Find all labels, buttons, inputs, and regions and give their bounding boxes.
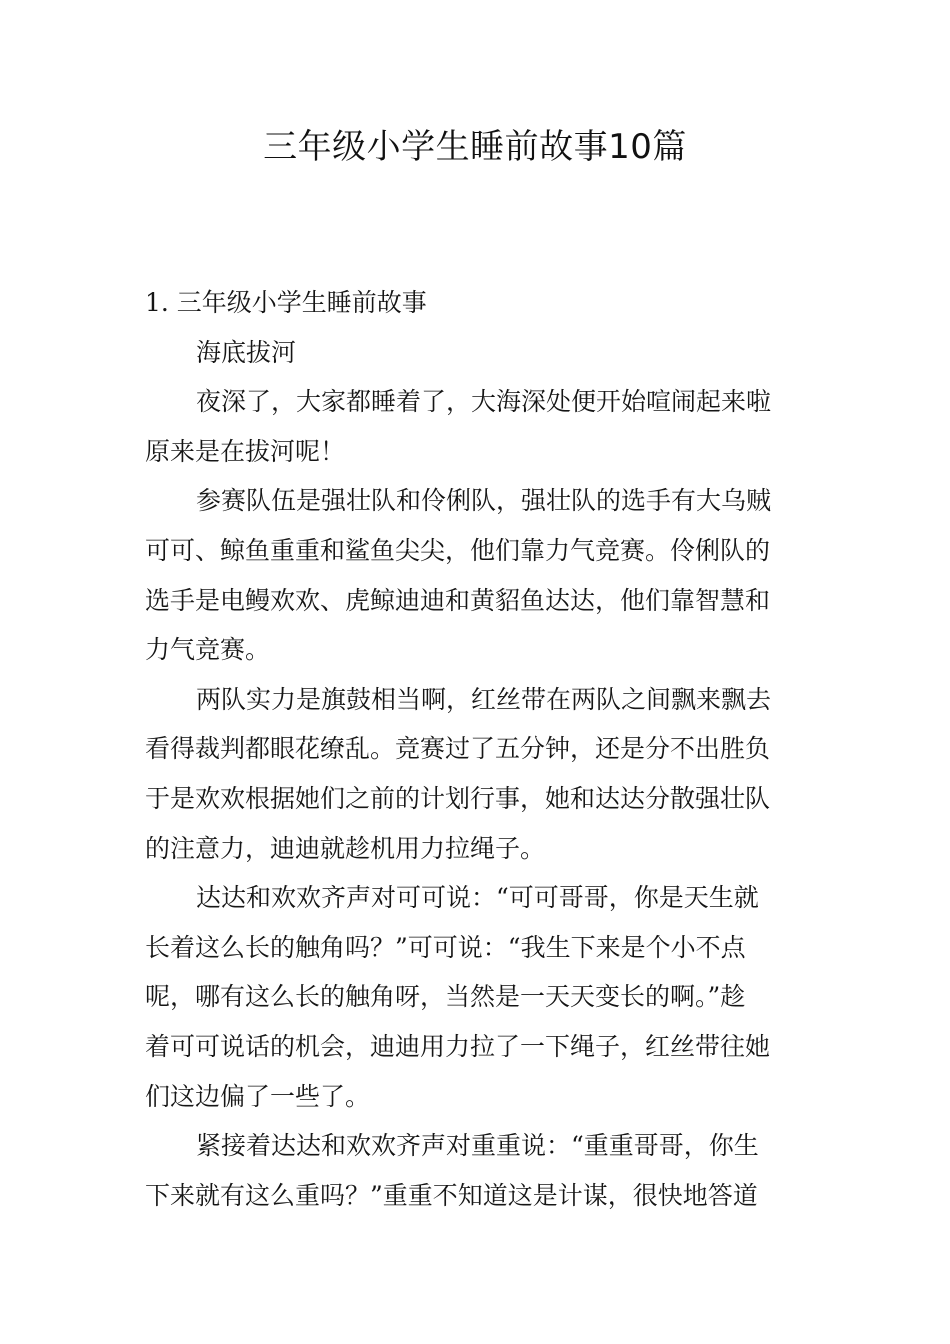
text-line: 下来就有这么重吗？”重重不知道这是计谋，很快地答道 xyxy=(145,1180,758,1210)
text-line: 们这边偏了一些了。 xyxy=(145,1081,371,1111)
text-line: 可可、鲸鱼重重和鲨鱼尖尖，他们靠力气竞赛。伶俐队的 xyxy=(145,535,771,565)
text-line: 两队实力是旗鼓相当啊，红丝带在两队之间飘来飘去 xyxy=(196,684,772,714)
text-line: 紧接着达达和欢欢齐声对重重说：“重重哥哥，你生 xyxy=(196,1131,759,1161)
text-line: 选手是电鳗欢欢、虎鲸迪迪和黄貂鱼达达，他们靠智慧和 xyxy=(145,585,771,615)
section-heading: 1. 三年级小学生睡前故事 xyxy=(145,288,427,317)
story-title: 海底拔河 xyxy=(196,337,297,367)
paragraph xyxy=(145,377,807,476)
document-title: 三年级小学生睡前故事10篇 xyxy=(263,127,687,167)
text-line: 夜深了，大家都睡着了，大海深处便开始喧闹起来啦 xyxy=(196,387,772,417)
text-line: 参赛队伍是强壮队和伶俐队，强壮队的选手有大乌贼 xyxy=(196,486,772,516)
document-body xyxy=(145,278,807,1220)
text-line: 长着这么长的触角吗？”可可说：“我生下来是个小不点 xyxy=(145,932,746,962)
text-line: 着可可说话的机会，迪迪用力拉了一下绳子，红丝带往她 xyxy=(145,1031,771,1061)
text-line: 看得裁判都眼花缭乱。竞赛过了五分钟，还是分不出胜负 xyxy=(145,734,771,764)
text-line: 达达和欢欢齐声对可可说：“可可哥哥，你是天生就 xyxy=(196,883,759,913)
text-line: 原来是在拔河呢！ xyxy=(145,436,346,466)
text-line: 于是欢欢根据她们之前的计划行事，她和达达分散强壮队 xyxy=(145,783,771,813)
text-line: 的注意力，迪迪就趁机用力拉绳子。 xyxy=(145,833,546,863)
text-line: 呢，哪有这么长的触角呀，当然是一天天变长的啊。”趁 xyxy=(145,982,746,1012)
paragraph xyxy=(145,476,807,674)
paragraph xyxy=(145,675,807,873)
text-line: 力气竞赛。 xyxy=(145,635,271,665)
paragraph xyxy=(145,1121,807,1220)
paragraph xyxy=(145,873,807,1121)
